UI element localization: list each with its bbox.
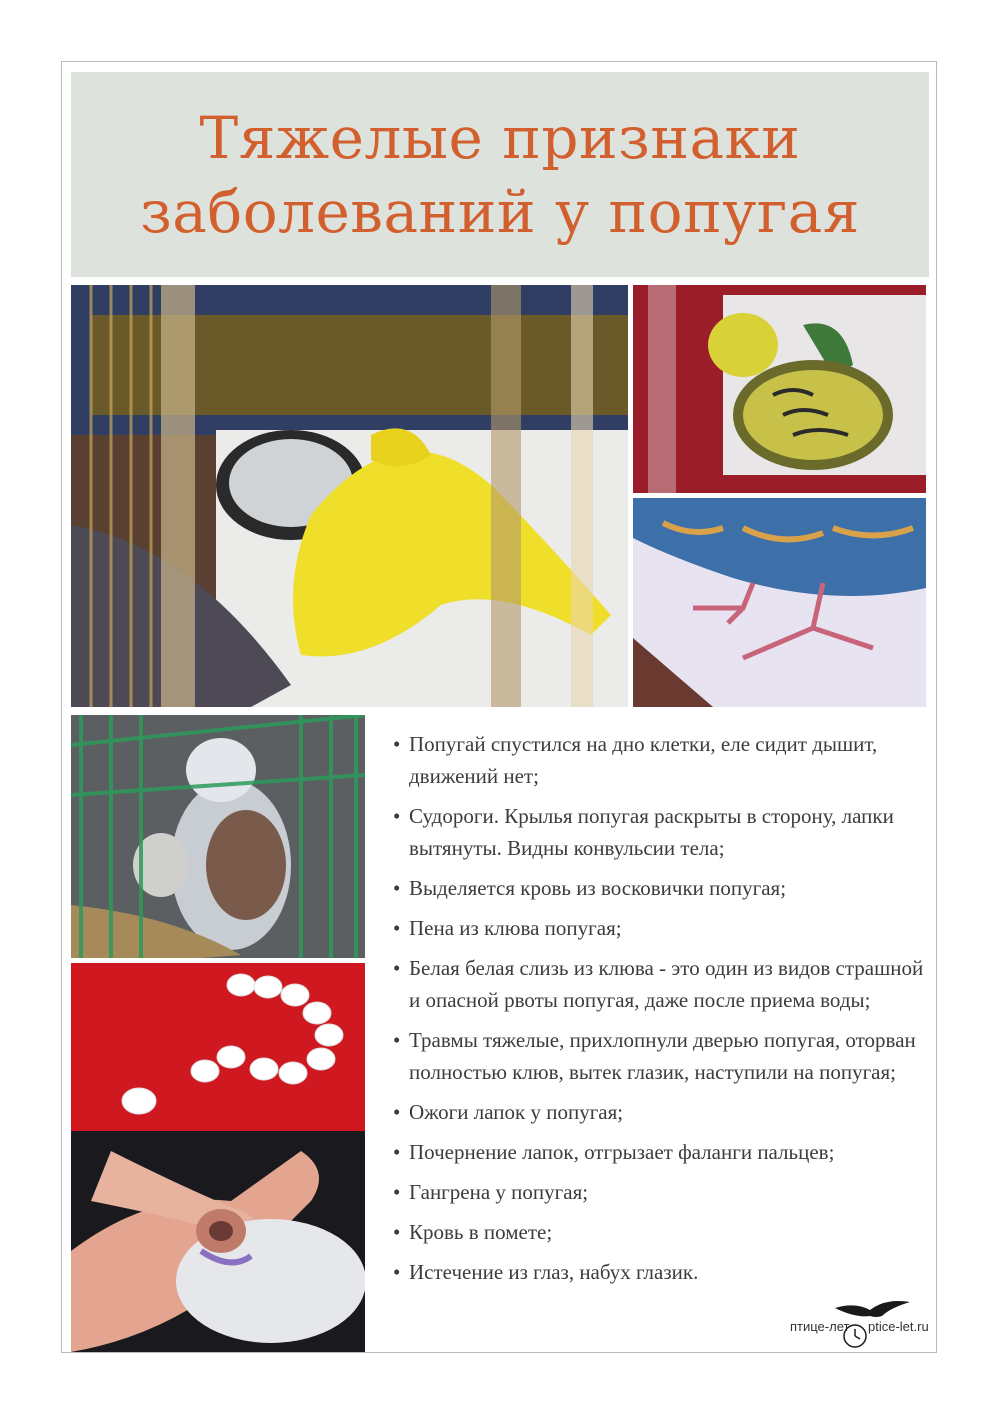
symptom-item: • Почернение лапок, отгрызает фаланги пальцев; xyxy=(390,1136,938,1168)
symptom-item: • Белая белая слизь из клюва - это один из видов страшной и опасной рвоты попугая, даже после приема воды; xyxy=(390,952,938,1016)
yellow-budgie-image xyxy=(71,285,628,707)
photo-parrot-in-hand xyxy=(71,1131,365,1352)
logo-text-cyrillic: птице-лет xyxy=(790,1319,850,1334)
page-title-line-2: заболеваний у попугая xyxy=(140,177,860,246)
symptom-item: • Ожоги лапок у попугая; xyxy=(390,1096,938,1128)
page-title-line-1: Тяжелые признаки xyxy=(199,103,801,172)
header-banner xyxy=(71,72,929,277)
photo-yellow-parrot-cage-bottom xyxy=(71,285,628,707)
symptom-item: • Выделяется кровь из восковички попугая; xyxy=(390,872,938,904)
photo-parrot-fluffed xyxy=(633,285,926,493)
ragged-budgie-image xyxy=(71,715,365,958)
fluffed-budgie-image xyxy=(633,285,926,493)
symptom-item: • Гангрена у попугая; xyxy=(390,1176,938,1208)
budgie-in-hand-image xyxy=(71,1131,365,1352)
pills-question-mark-image xyxy=(71,963,365,1131)
symptom-item: • Травмы тяжелые, прихлопнули дверью попугая, оторван полностью клюв, вытек глазик, наступили на попугая; xyxy=(390,1024,938,1088)
symptom-item: • Попугай спустился на дно клетки, еле сидит дышит, движений нет; xyxy=(390,728,938,792)
symptom-item: • Кровь в помете; xyxy=(390,1216,938,1248)
symptoms-list xyxy=(390,728,938,1296)
symptom-item: • Истечение из глаз, набух глазик. xyxy=(390,1256,938,1288)
symptom-item: • Пена из клюва попугая; xyxy=(390,912,938,944)
logo-text-domain: ptice-let.ru xyxy=(868,1319,929,1334)
photo-pills-question-mark xyxy=(71,963,365,1131)
photo-ragged-parrot-perch xyxy=(71,715,365,958)
photo-parrot-feet xyxy=(633,498,926,707)
symptom-item: • Судороги. Крылья попугая раскрыты в сторону, лапки вытянуты. Видны конвульсии тела; xyxy=(390,800,938,864)
budgie-feet-image xyxy=(633,498,926,707)
